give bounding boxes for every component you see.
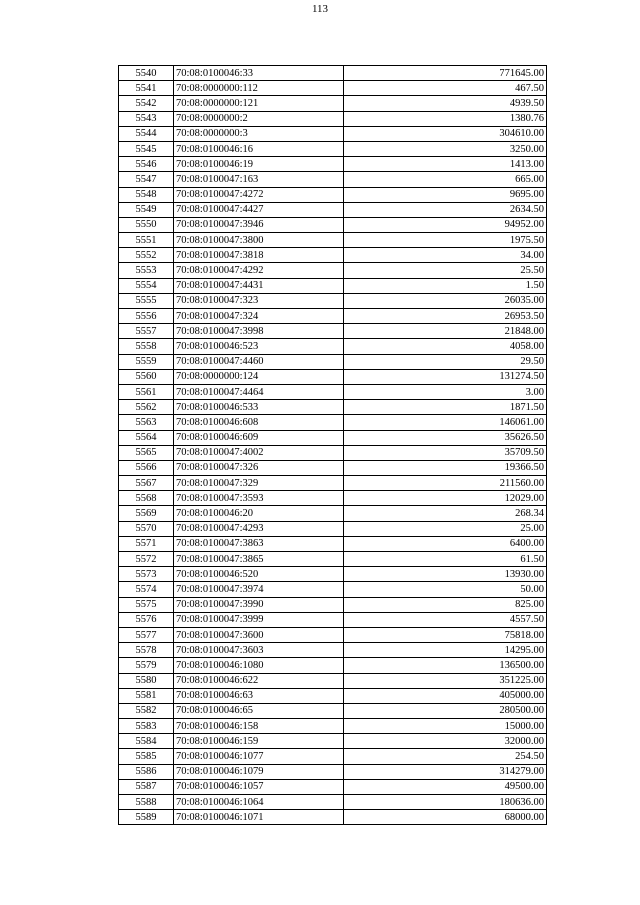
value-cell: 61.50 — [344, 552, 547, 567]
cadastral-number-cell: 70:08:0100046:533 — [174, 400, 344, 415]
table-row — [119, 430, 547, 445]
value-cell: 25.50 — [344, 263, 547, 278]
value-cell: 14295.00 — [344, 643, 547, 658]
row-number-cell: 5575 — [119, 597, 174, 612]
cadastral-number-cell: 70:08:0100047:3974 — [174, 582, 344, 597]
table-row — [119, 597, 547, 612]
table-row — [119, 384, 547, 399]
value-cell: 32000.00 — [344, 734, 547, 749]
value-cell: 19366.50 — [344, 460, 547, 475]
value-cell: 1380.76 — [344, 111, 547, 126]
cadastral-number-cell: 70:08:0100046:63 — [174, 688, 344, 703]
table-row — [119, 172, 547, 187]
value-cell: 4939.50 — [344, 96, 547, 111]
cadastral-number-cell: 70:08:0100046:609 — [174, 430, 344, 445]
table-row — [119, 810, 547, 825]
value-cell: 304610.00 — [344, 126, 547, 141]
row-number-cell: 5556 — [119, 309, 174, 324]
cadastral-number-cell: 70:08:0100047:4002 — [174, 445, 344, 460]
table-row — [119, 476, 547, 491]
row-number-cell: 5589 — [119, 810, 174, 825]
row-number-cell: 5557 — [119, 324, 174, 339]
cadastral-number-cell: 70:08:0100047:163 — [174, 172, 344, 187]
cadastral-number-cell: 70:08:0100046:158 — [174, 719, 344, 734]
value-cell: 405000.00 — [344, 688, 547, 703]
row-number-cell: 5577 — [119, 627, 174, 642]
value-cell: 3250.00 — [344, 141, 547, 156]
table-row — [119, 354, 547, 369]
cadastral-number-cell: 70:08:0100047:4460 — [174, 354, 344, 369]
cadastral-number-cell: 70:08:0100046:1057 — [174, 779, 344, 794]
row-number-cell: 5542 — [119, 96, 174, 111]
row-number-cell: 5562 — [119, 400, 174, 415]
table-row — [119, 764, 547, 779]
row-number-cell: 5583 — [119, 719, 174, 734]
row-number-cell: 5552 — [119, 248, 174, 263]
cadastral-number-cell: 70:08:0100047:4272 — [174, 187, 344, 202]
table-row — [119, 233, 547, 248]
row-number-cell: 5586 — [119, 764, 174, 779]
value-cell: 9695.00 — [344, 187, 547, 202]
cadastral-number-cell: 70:08:0100046:523 — [174, 339, 344, 354]
cadastral-number-cell: 70:08:0100046:33 — [174, 66, 344, 81]
cadastral-number-cell: 70:08:0100047:324 — [174, 309, 344, 324]
value-cell: 771645.00 — [344, 66, 547, 81]
table-row — [119, 309, 547, 324]
table-row — [119, 400, 547, 415]
cadastral-number-cell: 70:08:0100047:3863 — [174, 536, 344, 551]
row-number-cell: 5554 — [119, 278, 174, 293]
cadastral-number-cell: 70:08:0000000:3 — [174, 126, 344, 141]
data-table — [118, 65, 547, 825]
table-row — [119, 141, 547, 156]
value-cell: 26035.00 — [344, 293, 547, 308]
table-row — [119, 703, 547, 718]
row-number-cell: 5558 — [119, 339, 174, 354]
row-number-cell: 5543 — [119, 111, 174, 126]
value-cell: 50.00 — [344, 582, 547, 597]
table-row — [119, 369, 547, 384]
value-cell: 25.00 — [344, 521, 547, 536]
value-cell: 211560.00 — [344, 476, 547, 491]
value-cell: 1.50 — [344, 278, 547, 293]
value-cell: 6400.00 — [344, 536, 547, 551]
table-row — [119, 202, 547, 217]
cadastral-number-cell: 70:08:0100047:3865 — [174, 552, 344, 567]
cadastral-number-cell: 70:08:0100046:520 — [174, 567, 344, 582]
row-number-cell: 5585 — [119, 749, 174, 764]
table-row — [119, 460, 547, 475]
value-cell: 825.00 — [344, 597, 547, 612]
table-row — [119, 536, 547, 551]
cadastral-number-cell: 70:08:0000000:112 — [174, 81, 344, 96]
table-row — [119, 749, 547, 764]
value-cell: 35709.50 — [344, 445, 547, 460]
value-cell: 68000.00 — [344, 810, 547, 825]
row-number-cell: 5567 — [119, 476, 174, 491]
table-row — [119, 263, 547, 278]
row-number-cell: 5565 — [119, 445, 174, 460]
cadastral-number-cell: 70:08:0100047:3603 — [174, 643, 344, 658]
row-number-cell: 5566 — [119, 460, 174, 475]
value-cell: 351225.00 — [344, 673, 547, 688]
value-cell: 29.50 — [344, 354, 547, 369]
cadastral-number-cell: 70:08:0100046:1077 — [174, 749, 344, 764]
table-row — [119, 248, 547, 263]
table-row — [119, 66, 547, 81]
table-row — [119, 582, 547, 597]
value-cell: 136500.00 — [344, 658, 547, 673]
row-number-cell: 5541 — [119, 81, 174, 96]
value-cell: 13930.00 — [344, 567, 547, 582]
cadastral-number-cell: 70:08:0100047:3600 — [174, 627, 344, 642]
row-number-cell: 5553 — [119, 263, 174, 278]
cadastral-number-cell: 70:08:0100046:20 — [174, 506, 344, 521]
value-cell: 280500.00 — [344, 703, 547, 718]
row-number-cell: 5561 — [119, 384, 174, 399]
cadastral-number-cell: 70:08:0100047:3593 — [174, 491, 344, 506]
row-number-cell: 5571 — [119, 536, 174, 551]
table-row — [119, 157, 547, 172]
table-row — [119, 506, 547, 521]
value-cell: 131274.50 — [344, 369, 547, 384]
value-cell: 75818.00 — [344, 627, 547, 642]
row-number-cell: 5548 — [119, 187, 174, 202]
cadastral-number-cell: 70:08:0100047:4431 — [174, 278, 344, 293]
row-number-cell: 5576 — [119, 612, 174, 627]
cadastral-number-cell: 70:08:0100046:1079 — [174, 764, 344, 779]
row-number-cell: 5549 — [119, 202, 174, 217]
value-cell: 254.50 — [344, 749, 547, 764]
table-body — [119, 66, 547, 825]
row-number-cell: 5574 — [119, 582, 174, 597]
row-number-cell: 5584 — [119, 734, 174, 749]
cadastral-number-cell: 70:08:0100046:19 — [174, 157, 344, 172]
row-number-cell: 5544 — [119, 126, 174, 141]
row-number-cell: 5570 — [119, 521, 174, 536]
table-row — [119, 96, 547, 111]
cadastral-number-cell: 70:08:0100046:16 — [174, 141, 344, 156]
row-number-cell: 5560 — [119, 369, 174, 384]
value-cell: 4557.50 — [344, 612, 547, 627]
table-row — [119, 126, 547, 141]
row-number-cell: 5568 — [119, 491, 174, 506]
cadastral-number-cell: 70:08:0100047:323 — [174, 293, 344, 308]
cadastral-number-cell: 70:08:0100047:3818 — [174, 248, 344, 263]
table-row — [119, 643, 547, 658]
row-number-cell: 5559 — [119, 354, 174, 369]
table-row — [119, 779, 547, 794]
row-number-cell: 5540 — [119, 66, 174, 81]
cadastral-number-cell: 70:08:0100047:329 — [174, 476, 344, 491]
value-cell: 15000.00 — [344, 719, 547, 734]
cadastral-number-cell: 70:08:0100047:4292 — [174, 263, 344, 278]
row-number-cell: 5581 — [119, 688, 174, 703]
cadastral-number-cell: 70:08:0100047:3998 — [174, 324, 344, 339]
table-row — [119, 293, 547, 308]
row-number-cell: 5573 — [119, 567, 174, 582]
table-row — [119, 552, 547, 567]
row-number-cell: 5579 — [119, 658, 174, 673]
cadastral-number-cell: 70:08:0100047:4464 — [174, 384, 344, 399]
value-cell: 1871.50 — [344, 400, 547, 415]
row-number-cell: 5587 — [119, 779, 174, 794]
value-cell: 4058.00 — [344, 339, 547, 354]
cadastral-number-cell: 70:08:0100046:608 — [174, 415, 344, 430]
row-number-cell: 5578 — [119, 643, 174, 658]
value-cell: 665.00 — [344, 172, 547, 187]
cadastral-number-cell: 70:08:0100047:3800 — [174, 233, 344, 248]
cadastral-number-cell: 70:08:0100046:65 — [174, 703, 344, 718]
cadastral-number-cell: 70:08:0100047:326 — [174, 460, 344, 475]
table-row — [119, 491, 547, 506]
table-row — [119, 734, 547, 749]
table-row — [119, 324, 547, 339]
table-row — [119, 612, 547, 627]
row-number-cell: 5563 — [119, 415, 174, 430]
table-row — [119, 111, 547, 126]
table-row — [119, 688, 547, 703]
cadastral-number-cell: 70:08:0100046:1071 — [174, 810, 344, 825]
table-row — [119, 719, 547, 734]
cadastral-number-cell: 70:08:0100047:3999 — [174, 612, 344, 627]
value-cell: 94952.00 — [344, 217, 547, 232]
value-cell: 34.00 — [344, 248, 547, 263]
value-cell: 314279.00 — [344, 764, 547, 779]
table-row — [119, 627, 547, 642]
value-cell: 3.00 — [344, 384, 547, 399]
value-cell: 26953.50 — [344, 309, 547, 324]
cadastral-number-cell: 70:08:0000000:124 — [174, 369, 344, 384]
row-number-cell: 5572 — [119, 552, 174, 567]
row-number-cell: 5580 — [119, 673, 174, 688]
table-row — [119, 658, 547, 673]
value-cell: 146061.00 — [344, 415, 547, 430]
value-cell: 268.34 — [344, 506, 547, 521]
row-number-cell: 5555 — [119, 293, 174, 308]
table-row — [119, 795, 547, 810]
value-cell: 21848.00 — [344, 324, 547, 339]
table-row — [119, 187, 547, 202]
cadastral-number-cell: 70:08:0100046:1064 — [174, 795, 344, 810]
row-number-cell: 5551 — [119, 233, 174, 248]
cadastral-number-cell: 70:08:0100047:3946 — [174, 217, 344, 232]
row-number-cell: 5550 — [119, 217, 174, 232]
table-row — [119, 415, 547, 430]
cadastral-number-cell: 70:08:0100046:1080 — [174, 658, 344, 673]
cadastral-number-cell: 70:08:0000000:2 — [174, 111, 344, 126]
table-row — [119, 567, 547, 582]
row-number-cell: 5588 — [119, 795, 174, 810]
value-cell: 2634.50 — [344, 202, 547, 217]
table-row — [119, 339, 547, 354]
row-number-cell: 5547 — [119, 172, 174, 187]
cadastral-number-cell: 70:08:0100046:159 — [174, 734, 344, 749]
table-row — [119, 81, 547, 96]
value-cell: 12029.00 — [344, 491, 547, 506]
page-number: 113 — [311, 3, 329, 15]
value-cell: 1975.50 — [344, 233, 547, 248]
table-row — [119, 217, 547, 232]
row-number-cell: 5546 — [119, 157, 174, 172]
value-cell: 35626.50 — [344, 430, 547, 445]
value-cell: 49500.00 — [344, 779, 547, 794]
row-number-cell: 5545 — [119, 141, 174, 156]
row-number-cell: 5569 — [119, 506, 174, 521]
value-cell: 467.50 — [344, 81, 547, 96]
cadastral-number-cell: 70:08:0100047:4427 — [174, 202, 344, 217]
table-row — [119, 673, 547, 688]
row-number-cell: 5582 — [119, 703, 174, 718]
value-cell: 180636.00 — [344, 795, 547, 810]
value-cell: 1413.00 — [344, 157, 547, 172]
cadastral-number-cell: 70:08:0100046:622 — [174, 673, 344, 688]
row-number-cell: 5564 — [119, 430, 174, 445]
table-row — [119, 521, 547, 536]
cadastral-number-cell: 70:08:0100047:4293 — [174, 521, 344, 536]
cadastral-number-cell: 70:08:0000000:121 — [174, 96, 344, 111]
table-row — [119, 445, 547, 460]
table-row — [119, 278, 547, 293]
cadastral-number-cell: 70:08:0100047:3990 — [174, 597, 344, 612]
